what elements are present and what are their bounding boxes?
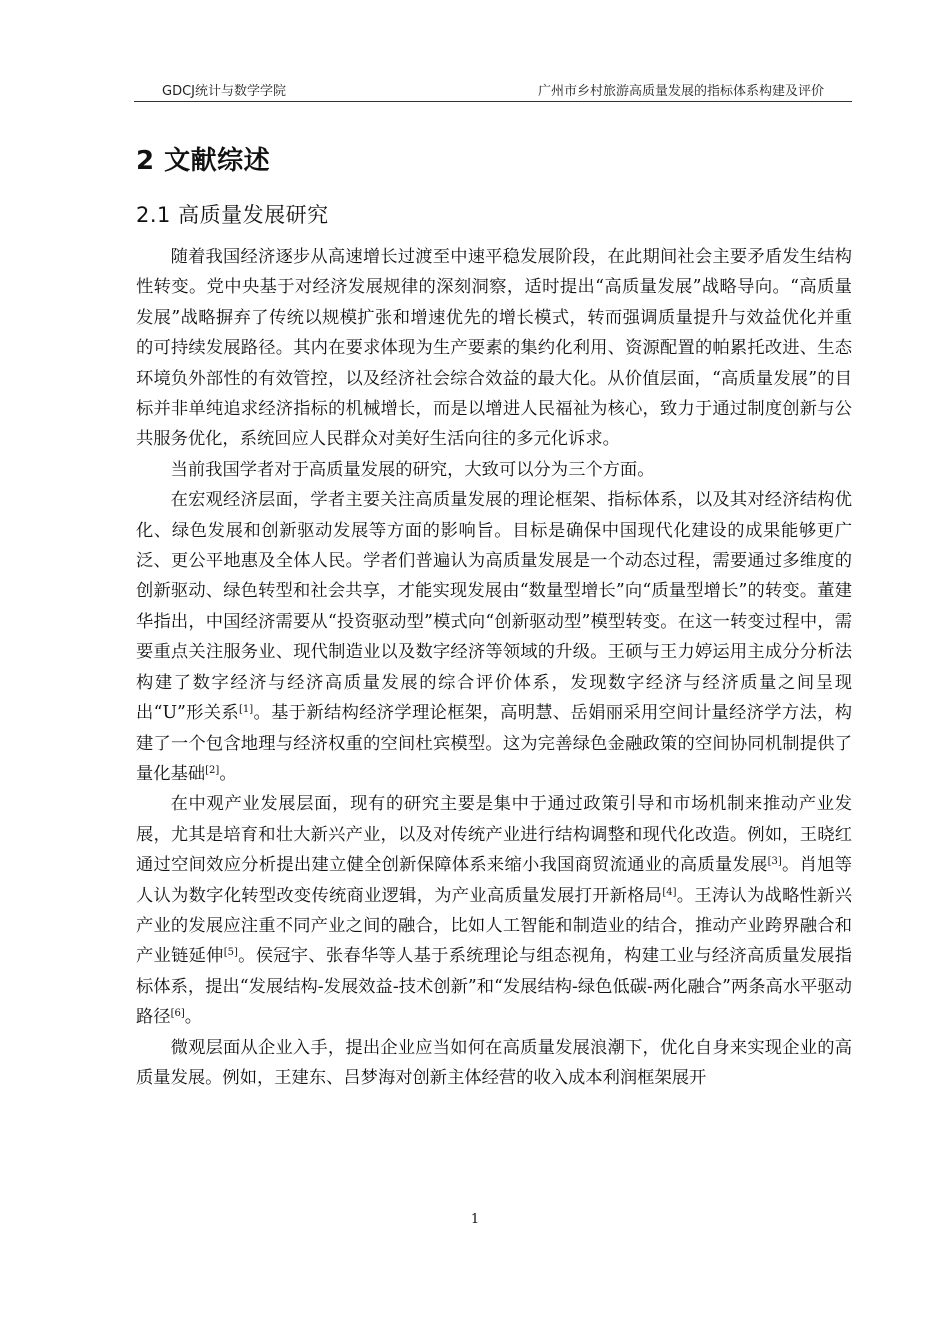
paragraph-overview: 当前我国学者对于高质量发展的研究，大致可以分为三个方面。: [170, 459, 655, 480]
body-text: [136, 242, 852, 1093]
paragraph-meso: [136, 789, 852, 1032]
paragraph-micro: 微观层面从企业入手，提出企业应当如何在高质量发展浪潮下，优化自身来实现企业的高质量发展。例如，王建东、吕梦海对创新主体经营的收入成本利润框架展开: [136, 1037, 852, 1088]
header-thesis-title: 广州市乡村旅游高质量发展的指标体系构建及评价: [537, 84, 824, 99]
header-divider: [134, 101, 852, 102]
meso-text-3: 。王涛认为战略性新兴产业的发展应注重不同产业之间的融合，比如人工智能和制造业的结合，推动产业跨界融合和产业链延伸: [136, 885, 852, 967]
citation-6[interactable]: [6]: [170, 1008, 185, 1020]
macro-text-1: 在宏观经济层面，学者主要关注高质量发展的理论框架、指标体系，以及其对经济结构优化、绿色发展和创新驱动发展等方面的影响旨。目标是确保中国现代化建设的成果能够更广泛、更公平地惠及全体人民。学者们普遍认为高质量发展是一个动态过程，需要通过多维度的创新驱动、绿色转型和社会共享，才能实现发展由“数量型增长”向“质量型增长”的转变。董建华指出，中国经济需要从“投资驱动型”模式向“创新驱动型”模型转变。在这一转变过程中，需要重点关注服务业、现代制造业以及数字经济等领域的升级。王硕与王力婷运用主成分分析法构建了数字经济与经济高质量发展的综合评价体系，发现数字经济与经济质量之间呈现出“U”形关系: [136, 490, 852, 724]
meso-text-4: 。侯冠宇、张春华等人基于系统理论与组态视角，构建工业与经济高质量发展指标体系，提出“发展结构-发展效益-技术创新”和“发展结构-绿色低碳-两化融合”两条高水平驱动路径: [136, 946, 852, 1028]
citation-3[interactable]: [3]: [767, 856, 782, 868]
section-heading: 2.1 高质量发展研究: [136, 203, 329, 227]
paragraph-macro: [136, 485, 852, 789]
header-school: GDCJ统计与数学学院: [162, 84, 286, 99]
running-header: [134, 78, 852, 98]
citation-1[interactable]: [1]: [239, 704, 254, 716]
page-number: 1: [470, 1212, 480, 1227]
macro-text-3: 。: [219, 763, 237, 784]
macro-text-2: 。基于新结构经济学理论框架，高明慧、岳娟丽采用空间计量经济学方法，构建了一个包含地理与经济权重的空间杜宾模型。这为完善绿色金融政策的空间协同机制提供了量化基础: [136, 703, 852, 784]
citation-2[interactable]: [2]: [205, 764, 220, 776]
paragraph-intro: 随着我国经济逐步从高速增长过渡至中速平稳发展阶段，在此期间社会主要矛盾发生结构性转变。党中央基于对经济发展规律的深刻洞察，适时提出“高质量发展”战略导向。“高质量发展”战略摒弃了传统以规模扩张和增速优先的增长模式，转而强调质量提升与效益优化并重的可持续发展路径。其内在要求体现为生产要素的集约化利用、资源配置的帕累托改进、生态环境负外部性的有效管控，以及经济社会综合效益的最大化。从价值层面，“高质量发展”的目标并非单纯追求经济指标的机械增长，而是以增进人民福祉为核心，致力于通过制度创新与公共服务优化，系统回应人民群众对美好生活向往的多元化诉求。: [136, 247, 852, 450]
citation-5[interactable]: [5]: [223, 947, 238, 959]
meso-text-2: 。肖旭等人认为数字化转型改变传统商业逻辑，为产业高质量发展打开新格局: [136, 855, 852, 906]
citation-4[interactable]: [4]: [662, 886, 677, 898]
meso-text-1: 在中观产业发展层面，现有的研究主要是集中于通过政策引导和市场机制来推动产业发展，尤其是培育和壮大新兴产业，以及对传统产业进行结构调整和现代化改造。例如，王晓红通过空间效应分析提出建立健全创新保障体系来缩小我国商贸流通业的高质量发展: [136, 794, 852, 876]
chapter-heading: 2 文献综述: [136, 146, 271, 176]
meso-text-5: 。: [184, 1007, 203, 1028]
